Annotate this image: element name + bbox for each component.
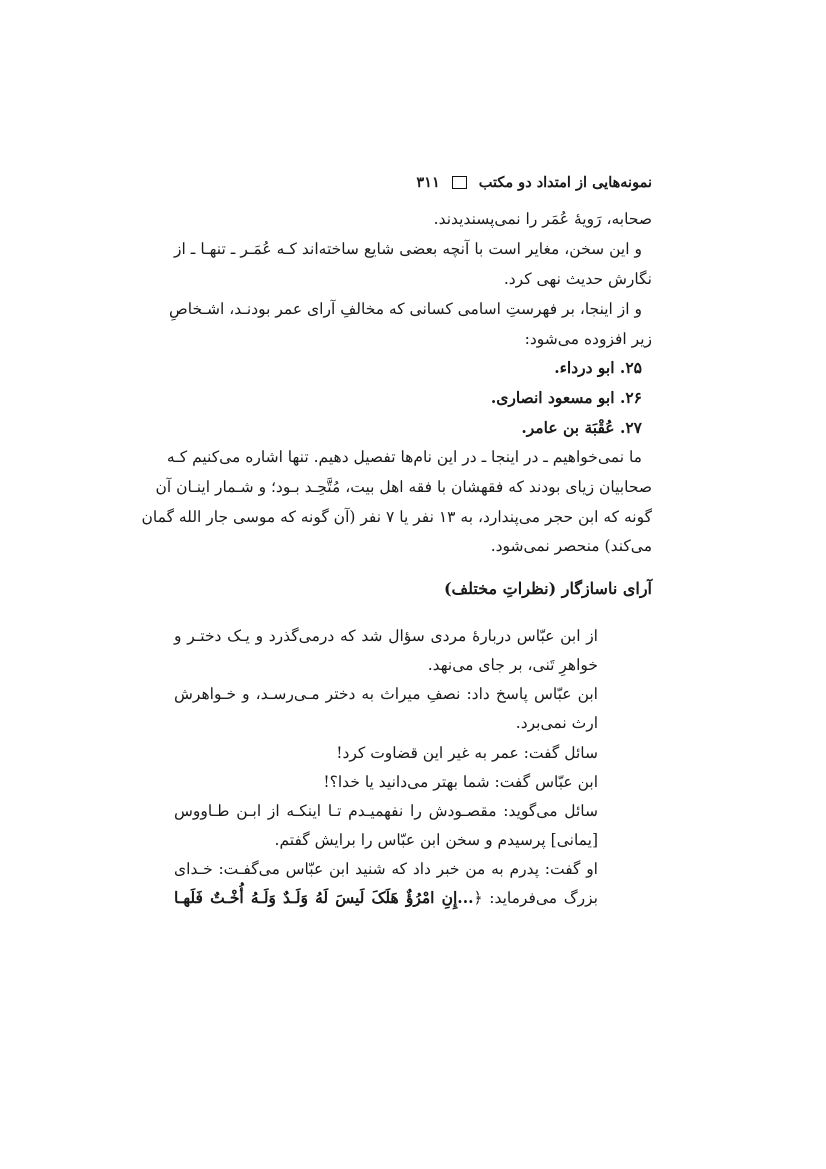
quote-line: [یمانی] پرسیدم و سخن ابن عبّاس را برایش گفتم. [274, 831, 598, 849]
quote-line: ابن عبّاس گفت: شما بهتر می‌دانید یا خدا؟! [323, 773, 598, 791]
list-item: ۲۷. عُقْبَة بن عامر. [521, 418, 642, 437]
quran-verse: ...إِنِ امْرُؤٌ هَلَکَ لَیسَ لَهُ وَلَـدٌ وَلَـهُ أُخْـتٌ فَلَهـا [174, 888, 474, 907]
quote-line: سائل می‌گوید: مقصـودش را نفهمیـدم تـا اینکـه از ابـن طـاووس [174, 802, 598, 820]
page-number: ۳۱۱ [416, 173, 440, 191]
body-line: و از اینجا، بر فهرستِ اسامی کسانی که مخالفِ آرای عمر بودنـد، اشـخاصِ [168, 300, 642, 318]
quote-line: او گفت: پدرم به من خبر داد که شنید ابن عبّاس می‌گفـت: خـدای [174, 860, 598, 878]
body-line: صحابه، رَویهٔ عُمَر را نمی‌پسندیدند. [433, 210, 652, 228]
section-title: آرای ناسازگار (نظراتِ مختلف) [443, 579, 652, 598]
quote-line: از ابن عبّاس دربارهٔ مردی سؤال شد که درمی‌گذرد و یـک دختـر و [174, 627, 598, 645]
body-line: نگارش حدیث نهی کرد. [503, 270, 652, 288]
quote-line-prefix: بزرگ می‌فرماید: ﴿ [473, 889, 598, 907]
square-ornament-icon [452, 176, 467, 189]
quote-line: سائل گفت: عمر به غیر این قضاوت کرد! [336, 744, 598, 762]
quote-line: خواهرِ تَنی، بر جای می‌نهد. [427, 656, 598, 674]
quote-line: ابن عبّاس پاسخ داد: نصفِ میراث به دختر مـی‌رسـد، و خـواهرش [174, 685, 598, 703]
quote-line [174, 885, 598, 911]
header-title: نمونه‌هایی از امتداد دو مکتب [478, 173, 652, 191]
running-header [178, 168, 652, 196]
body-line: زیر افزوده می‌شود: [524, 330, 652, 348]
body-line: می‌کند) منحصر نمی‌شود. [490, 537, 652, 555]
list-item: ۲۵. ابو درداء. [554, 358, 642, 377]
quote-line: ارث نمی‌برد. [515, 714, 598, 732]
body-line: و این سخن، مغایر است با آنچه بعضی شایع ساخته‌اند کـه عُمَـر ـ تنهـا ـ از [174, 240, 642, 258]
body-line: ما نمی‌خواهیم ـ در اینجا ـ در این نام‌ها تفصیل دهیم. تنها اشاره می‌کنیم کـه [166, 448, 642, 466]
body-line: گونه که ابن حجر می‌پندارد، به ۱۳ نفر یا ۷ نفر (آن گونه که موسی جار الله گمان [141, 508, 652, 526]
list-item: ۲۶. ابو مسعود انصاری. [490, 388, 642, 407]
body-line: صحابیان زیای بودند که فقهشان با فقه اهل بیت، مُتَّحِـد بـود؛ و شـمار اینـان آن [155, 478, 652, 496]
